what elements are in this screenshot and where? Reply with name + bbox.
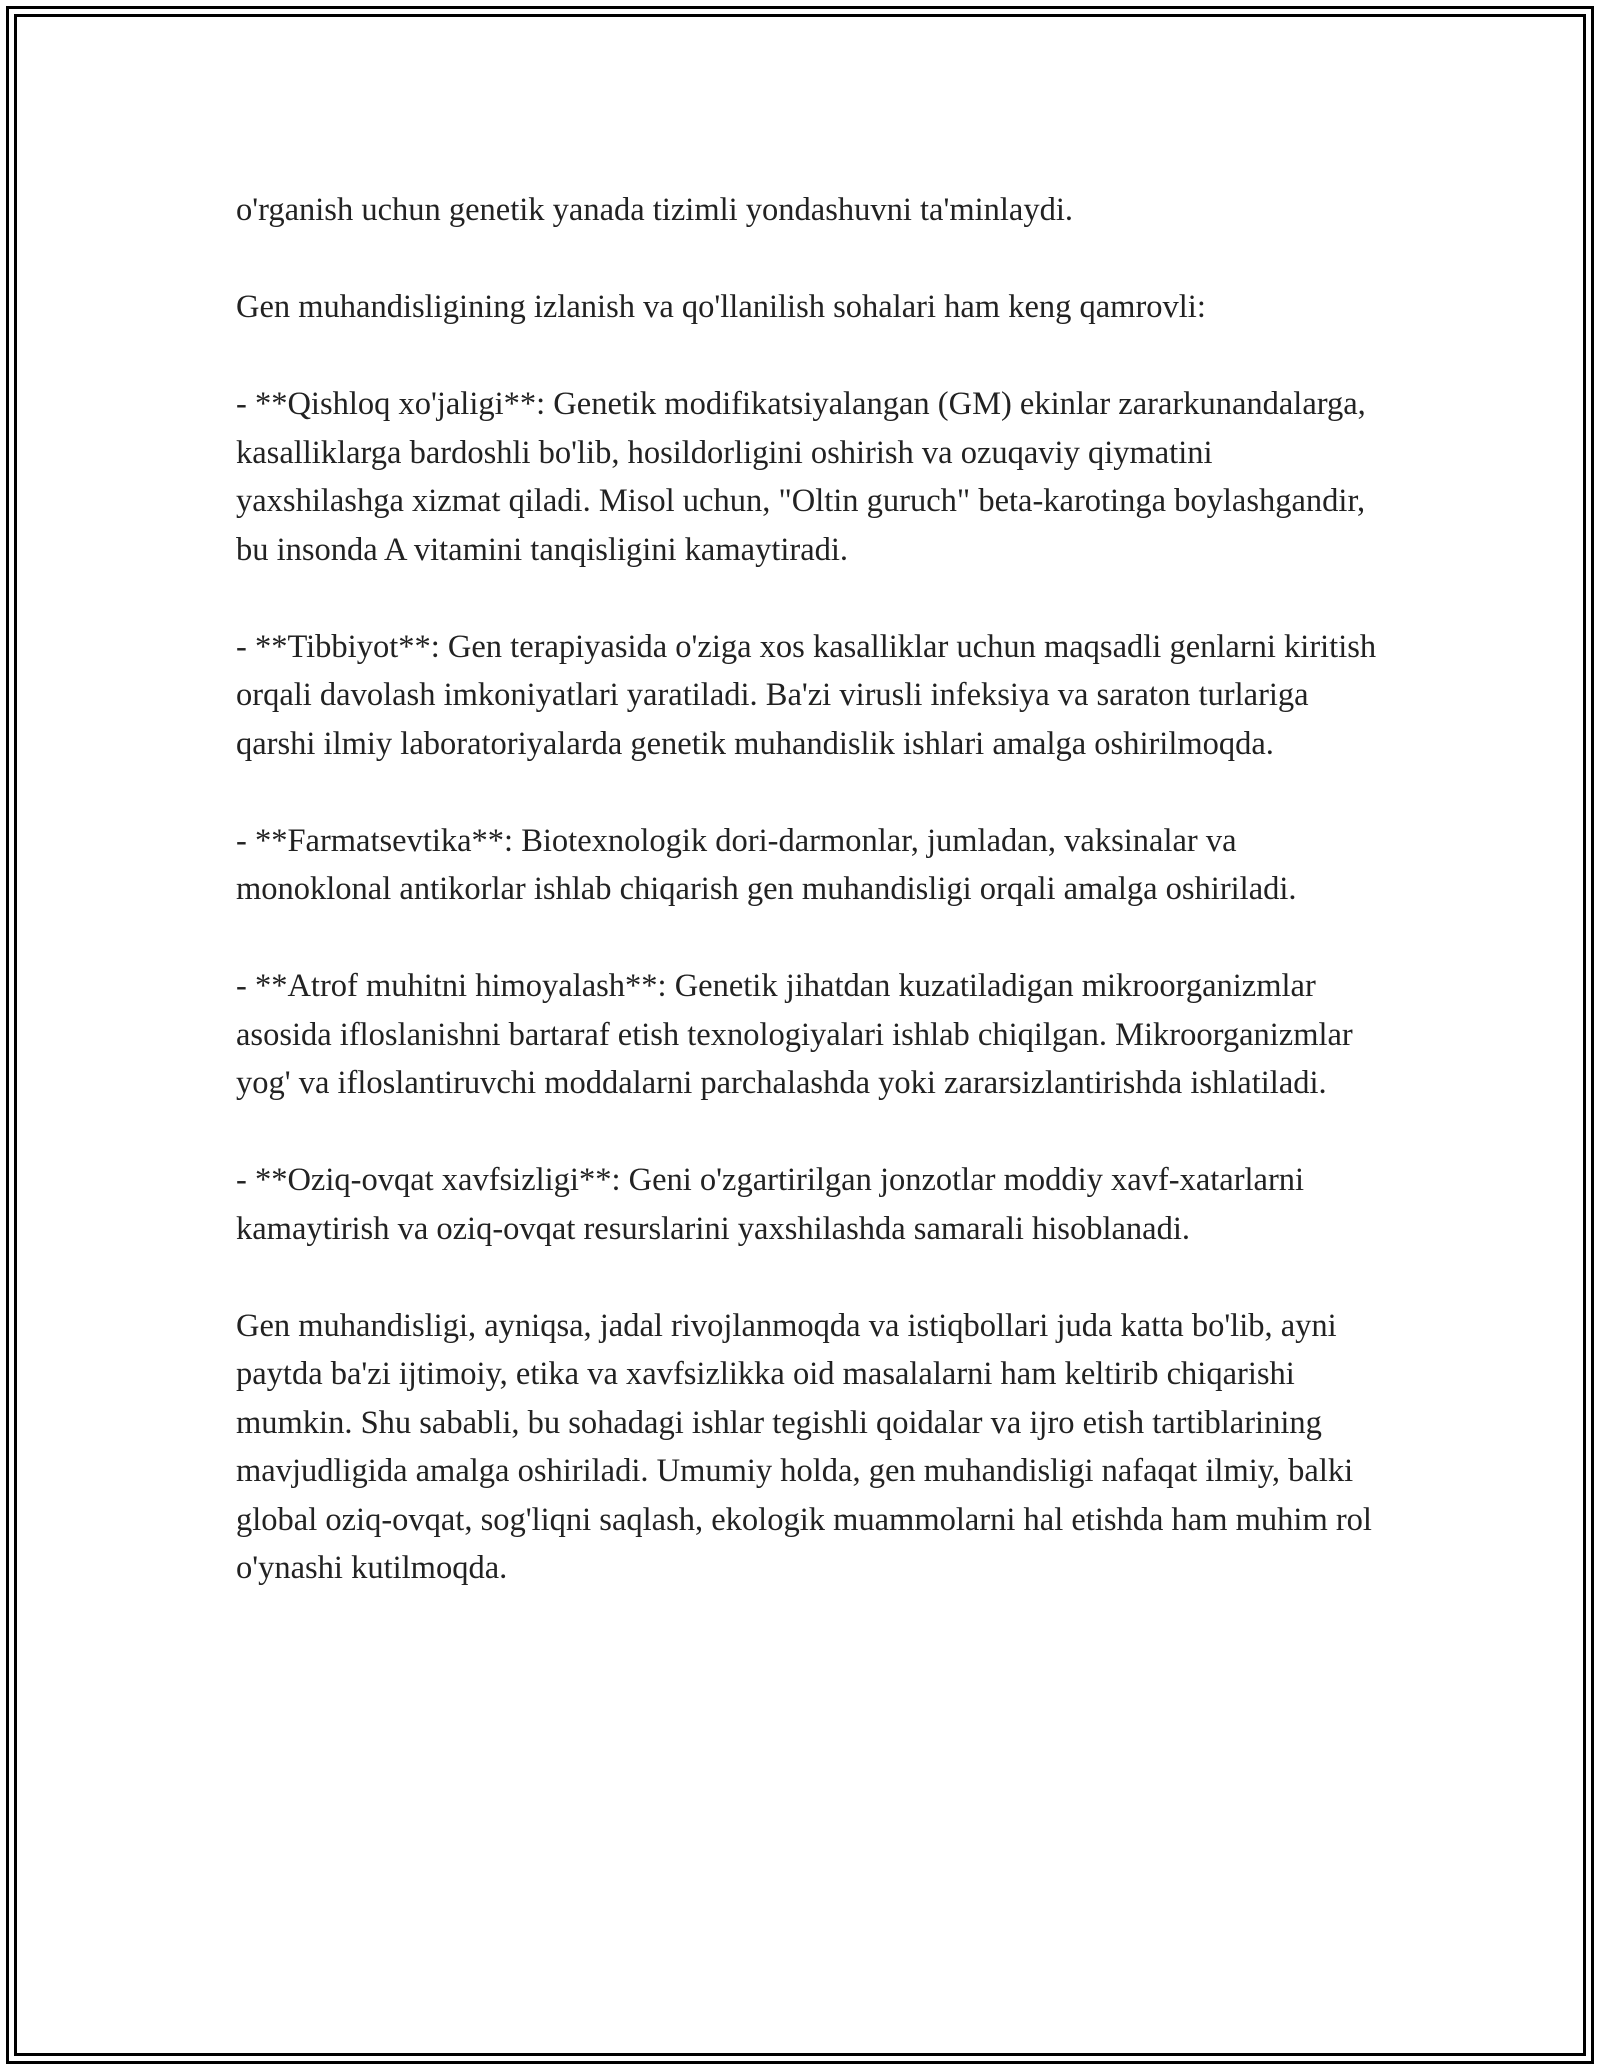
list-item-environment: - **Atrof muhitni himoyalash**: Genetik jihatdan kuzatiladigan mikroorganizmlar asosida ifloslanishni bartaraf etish texnologiyalari ishlab chiqilgan. Mikroorganizmlar yog' va ifloslantiruvchi moddalarni parchalashda yoki zararsizlantirishda ishlatiladi.	[236, 968, 1353, 1101]
paragraph-intro-continuation: o'rganish uchun genetik yanada tizimli yondashuvni ta'minlaydi.	[236, 192, 1073, 228]
paragraph-application-areas: Gen muhandisligining izlanish va qo'llanilish sohalari ham keng qamrovli:	[236, 289, 1206, 325]
list-item-food-safety: - **Oziq-ovqat xavfsizligi**: Geni o'zgartirilgan jonzotlar moddiy xavf-xatarlarni kamaytirish va oziq-ovqat resurslarini yaxshilashda samarali hisoblanadi.	[236, 1162, 1305, 1247]
list-item-agriculture: - **Qishloq xo'jaligi**: Genetik modifikatsiyalangan (GM) ekinlar zararkunandalarga, kasalliklarga bardoshli bo'lib, hosildorligini oshirish va ozuqaviy qiymatini yaxshilashga xizmat qiladi. Misol uchun, "Oltin guruch" beta-karotinga boylashgandir, bu insonda A vitamini tanqisligini kamaytiradi.	[236, 386, 1366, 568]
paragraph-conclusion: Gen muhandisligi, ayniqsa, jadal rivojlanmoqda va istiqbollari juda katta bo'lib, ayni paytda ba'zi ijtimoiy, etika va xavfsizlikka oid masalalarni ham keltirib chiqarishi mumkin. Shu sababli, bu sohadagi ishlar tegishli qoidalar va ijro etish tartiblarining mavjudligida amalga oshiriladi. Umumiy holda, gen muhandisligi nafaqat ilmiy, balki global oziq-ovqat, sog'liqni saqlash, ekologik muammolarni hal etishda ham muhim rol o'ynashi kutilmoqda.	[236, 1307, 1372, 1586]
document-body	[236, 186, 1381, 1593]
list-item-medicine: - **Tibbiyot**: Gen terapiyasida o'ziga xos kasalliklar uchun maqsadli genlarni kiritish orqali davolash imkoniyatlari yaratiladi. Ba'zi virusli infeksiya va saraton turlariga qarshi ilmiy laboratoriyalarda genetik muhandislik ishlari amalga oshirilmoqda.	[236, 628, 1377, 762]
list-item-pharmaceutics: - **Farmatsevtika**: Biotexnologik dori-darmonlar, jumladan, vaksinalar va monoklonal antikorlar ishlab chiqarish gen muhandisligi orqali amalga oshiriladi.	[236, 822, 1297, 907]
